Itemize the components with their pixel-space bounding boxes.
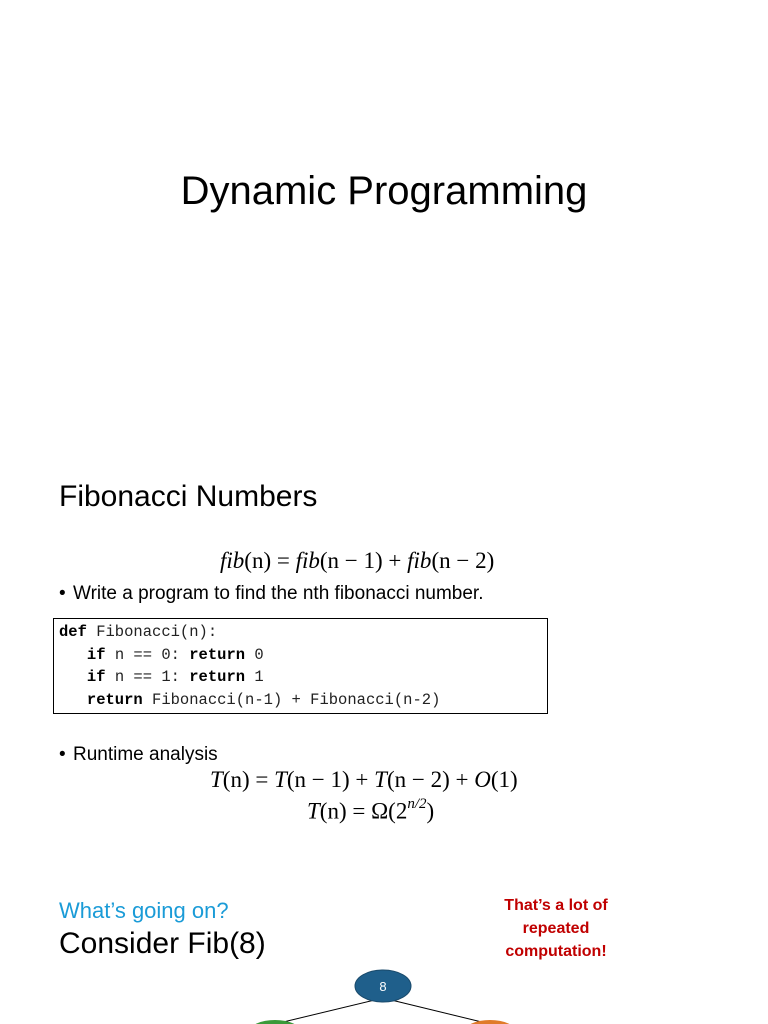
rec-text: (n − 2) + bbox=[386, 767, 475, 792]
bullet-dot: • bbox=[59, 744, 66, 765]
code-line-3 bbox=[59, 666, 547, 689]
bullet-write-text: Write a program to find the nth fibonacci number. bbox=[73, 583, 484, 604]
code-text: Fibonacci(n): bbox=[86, 623, 218, 641]
runtime-lower-bound bbox=[307, 792, 434, 826]
eq-term2-fn: fib bbox=[407, 548, 432, 573]
bullet-runtime-text: Runtime analysis bbox=[73, 744, 218, 765]
bullet-write-program bbox=[59, 582, 483, 606]
code-text: 0 bbox=[245, 645, 264, 664]
code-line-4 bbox=[59, 689, 547, 712]
rec-t: T bbox=[374, 767, 387, 792]
bullet-runtime-analysis bbox=[59, 743, 218, 767]
code-text: n == 1: bbox=[105, 668, 190, 686]
eq-term1-arg: (n − 1) bbox=[319, 548, 383, 573]
eq-plus: + bbox=[382, 548, 408, 573]
code-keyword-if: if bbox=[86, 645, 106, 664]
eq-term2-arg: (n − 2) bbox=[431, 548, 495, 573]
rec-t: T bbox=[274, 767, 287, 792]
code-block bbox=[53, 618, 548, 714]
tree-node-right-child bbox=[464, 1020, 516, 1024]
code-keyword-return: return bbox=[189, 668, 246, 686]
repeated-computation-callout: That’s a lot of repeated computation! bbox=[504, 897, 608, 960]
code-text: 1 bbox=[245, 668, 264, 686]
rec-t: T bbox=[210, 767, 223, 792]
consider-fib-heading: Consider Fib(8) bbox=[59, 927, 266, 960]
rec-text: (n) = bbox=[222, 767, 275, 792]
code-keyword-if: if bbox=[86, 668, 106, 686]
code-line-1 bbox=[59, 621, 547, 644]
fibonacci-equation bbox=[220, 545, 494, 577]
eq-lhs-arg: (n) bbox=[244, 548, 272, 573]
recursion-tree bbox=[0, 960, 768, 1024]
bullet-dot: • bbox=[59, 583, 66, 604]
code-keyword-def: def bbox=[59, 623, 87, 641]
bound-close: ) bbox=[426, 798, 435, 824]
rec-text: (n − 1) + bbox=[286, 767, 375, 792]
code-keyword-return: return bbox=[189, 645, 246, 664]
eq-equals: = bbox=[271, 548, 296, 573]
eq-term1-fn: fib bbox=[295, 548, 320, 573]
rec-big-o: O bbox=[474, 767, 491, 792]
bound-exponent: n/2 bbox=[407, 796, 427, 812]
code-line-2 bbox=[59, 644, 547, 667]
bound-text: (n) = Ω(2 bbox=[319, 798, 408, 824]
bound-t: T bbox=[307, 798, 320, 824]
rec-text: (1) bbox=[490, 767, 518, 792]
code-text: n == 0: bbox=[105, 645, 190, 664]
tree-node-left-child bbox=[249, 1020, 301, 1024]
code-keyword-return: return bbox=[86, 690, 143, 709]
whats-going-on-subtitle: What’s going on? bbox=[59, 898, 229, 923]
tree-node-root-label: 8 bbox=[379, 979, 387, 994]
tree-edge-right bbox=[383, 998, 490, 1024]
fibonacci-heading: Fibonacci Numbers bbox=[59, 480, 318, 513]
runtime-recurrence bbox=[210, 766, 518, 794]
slide-title: Dynamic Programming bbox=[180, 169, 588, 213]
eq-lhs-fn: fib bbox=[220, 548, 245, 573]
code-text: Fibonacci(n-1) + Fibonacci(n-2) bbox=[142, 690, 441, 709]
tree-edge-left bbox=[275, 998, 383, 1024]
